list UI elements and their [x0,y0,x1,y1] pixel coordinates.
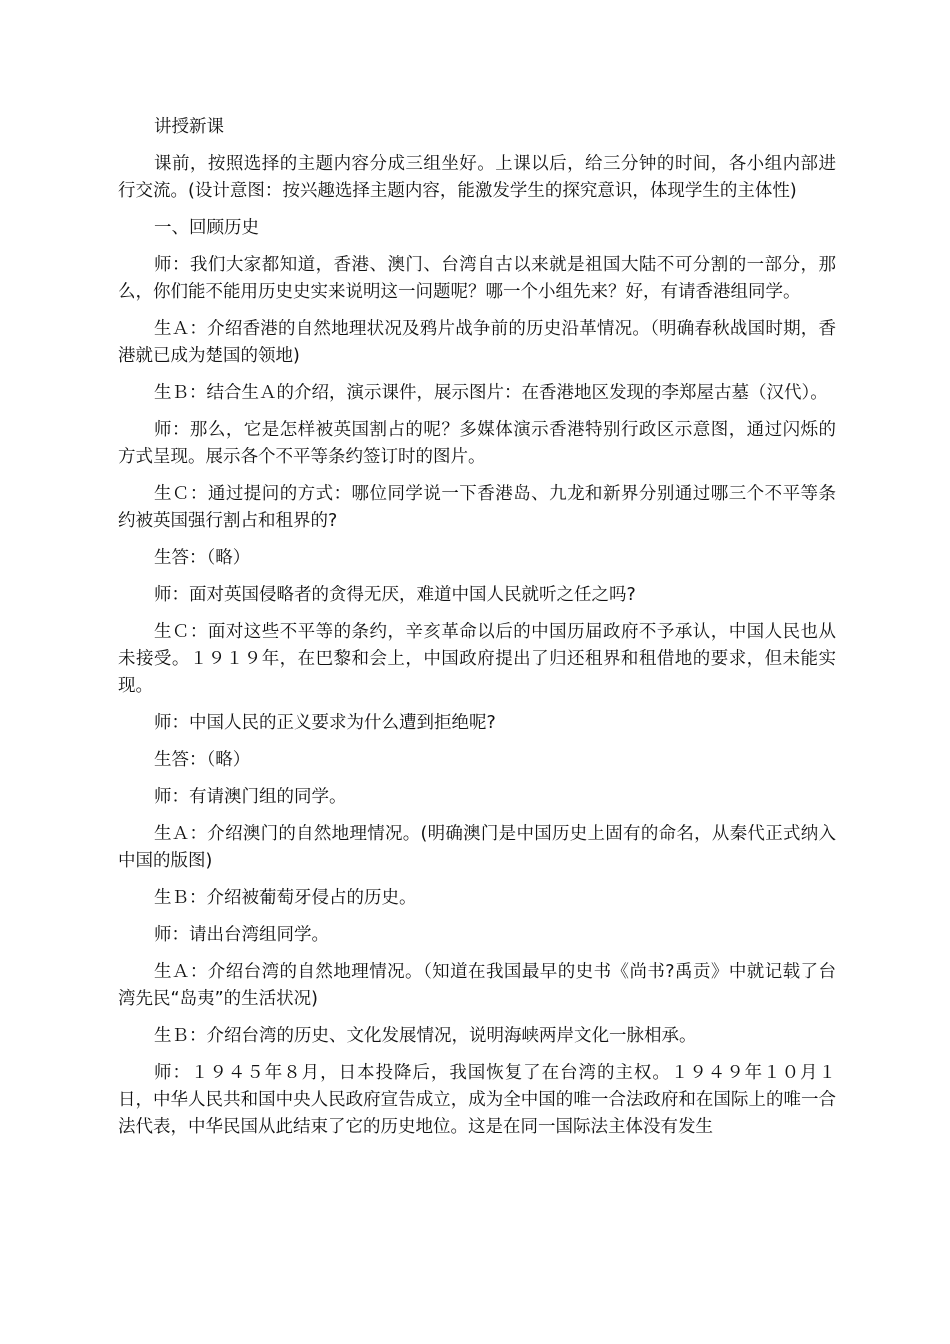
paragraph-student-a-hongkong: 生Ａ：介绍香港的自然地理状况及鸦片战争前的历史沿革情况。（明确春秋战国时期，香港就已成为楚国的领地) [118,319,836,366]
paragraph-student-b-hongkong: 生Ｂ：结合生Ａ的介绍，演示课件，展示图片：在香港地区发现的李郑屋古墓（汉代）。 [154,383,828,403]
paragraph-student-answer-2: 生答：（略） [154,750,251,770]
paragraph-teacher-macau: 师：有请澳门组的同学。 [154,787,347,807]
paragraph-teacher-question: 师：面对英国侵略者的贪得无厌，难道中国人民就听之任之吗? [154,585,636,605]
paragraph-student-c-question: 生Ｃ：通过提问的方式：哪位同学说一下香港岛、九龙和新界分别通过哪三个不平等条约被英国强行割占和租界的? [118,484,836,531]
paragraph-teacher-hongkong: 师：那么，它是怎样被英国割占的呢？多媒体演示香港特别行政区示意图，通过闪烁的方式呈现。展示各个不平等条约签订时的图片。 [118,420,836,467]
paragraph-teacher-taiwan: 师：请出台湾组同学。 [154,925,329,945]
section-heading-review-history: 一、回顾历史 [154,218,259,238]
paragraph-student-a-macau: 生Ａ：介绍澳门的自然地理情况。(明确澳门是中国历史上固有的命名，从秦代正式纳入中国的版图) [118,824,836,871]
paragraph-student-b-macau: 生Ｂ：介绍被葡萄牙侵占的历史。 [154,888,417,908]
paragraph-teacher-intro: 师：我们大家都知道，香港、澳门、台湾自古以来就是祖国大陆不可分割的一部分，那么，你们能不能用历史史实来说明这一问题呢？哪一个小组先来？好，有请香港组同学。 [118,255,836,302]
paragraph-student-a-taiwan: 生Ａ：介绍台湾的自然地理情况。（知道在我国最早的史书《尚书?禹贡》中就记载了台湾先民“岛夷”的生活状况) [118,962,836,1009]
document-page [118,114,836,1151]
paragraph-pre-class: 课前，按照选择的主题内容分成三组坐好。上课以后，给三分钟的时间，各小组内部进行交流。(设计意图：按兴趣选择主题内容，能激发学生的探究意识，体现学生的主体性) [118,154,836,201]
section-heading-new-lesson: 讲授新课 [154,117,224,137]
paragraph-student-b-taiwan: 生Ｂ：介绍台湾的历史、文化发展情况，说明海峡两岸文化一脉相承。 [154,1026,697,1046]
paragraph-teacher-1945: 师：１９４５年８月，日本投降后，我国恢复了在台湾的主权。１９４９年１０月１日，中华人民共和国中央人民政府宣告成立，成为全中国的唯一合法政府和在国际上的唯一合法代表，中华民国从此结束了它的历史地位。这是在同一国际法主体没有发生 [118,1063,836,1137]
paragraph-student-answer-1: 生答：（略） [154,548,251,568]
paragraph-teacher-why: 师：中国人民的正义要求为什么遭到拒绝呢? [154,713,496,733]
paragraph-student-c-answer: 生Ｃ：面对这些不平等的条约，辛亥革命以后的中国历届政府不予承认，中国人民也从未接受。１９１９年，在巴黎和会上，中国政府提出了归还租界和租借地的要求，但未能实现。 [118,622,836,696]
